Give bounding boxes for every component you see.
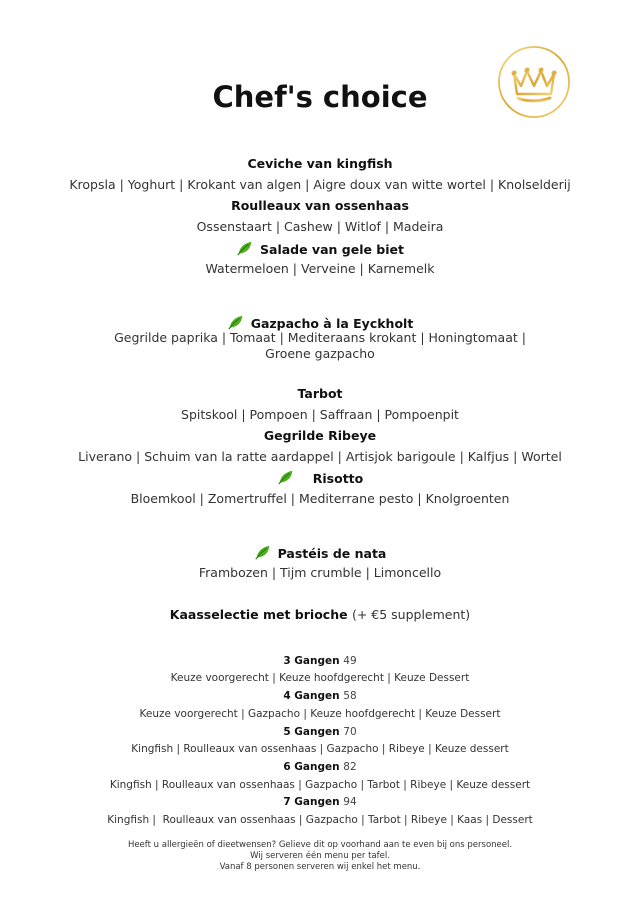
menu-price: 58 xyxy=(343,690,357,702)
menu-description: Kingfish | Roulleaux van ossenhaas | Gazpacho | Tarbot | Ribeye | Kaas | Dessert xyxy=(107,814,533,826)
vegetarian-leaf-icon xyxy=(227,313,245,331)
dish-name: Risotto xyxy=(312,471,364,486)
dish-name: Pastéis de nata xyxy=(277,546,387,561)
menu-option xyxy=(0,690,640,702)
menu-price: 49 xyxy=(343,655,357,667)
vegetarian-leaf-icon xyxy=(254,543,272,561)
menu-price: 82 xyxy=(343,761,357,773)
menu-title: 4 Gangen xyxy=(283,690,340,702)
cheese-name: Kaasselectie met brioche xyxy=(169,607,348,622)
footer-note: Vanaf 8 personen serveren wij enkel het menu. xyxy=(219,862,421,872)
dish-description: Frambozen | Tijm crumble | Limoncello xyxy=(198,565,442,580)
dish-name: Roulleaux van ossenhaas xyxy=(231,198,409,213)
dish-row-vegetarian xyxy=(0,239,640,257)
dish-row-vegetarian xyxy=(0,543,640,561)
vegetarian-leaf-icon xyxy=(236,239,254,257)
dish-description: Spitskool | Pompoen | Saffraan | Pompoenpit xyxy=(181,407,459,422)
page-title: Chef's choice xyxy=(212,80,428,114)
dish-name: Gegrilde Ribeye xyxy=(263,428,377,443)
menu-title: 3 Gangen xyxy=(283,655,340,667)
footer-note: Wij serveren één menu per tafel. xyxy=(250,851,390,861)
menu-price: 94 xyxy=(343,796,357,808)
dish-name: Gazpacho à la Eyckholt xyxy=(250,316,414,331)
menu-title: 6 Gangen xyxy=(283,761,340,773)
dish-description: Watermeloen | Verveine | Karnemelk xyxy=(205,261,435,276)
menu-description: Kingfish | Roulleaux van ossenhaas | Gazpacho | Ribeye | Keuze dessert xyxy=(131,743,509,755)
footer-note: Heeft u allergieën of dieetwensen? Gelieve dit op voorhand aan te even bij ons personeel. xyxy=(127,840,513,850)
menu-title: 5 Gangen xyxy=(283,726,340,738)
cheese-supplement: (+ €5 supplement) xyxy=(351,607,471,622)
menu-description: Kingfish | Roulleaux van ossenhaas | Gazpacho | Tarbot | Ribeye | Keuze dessert xyxy=(109,779,531,791)
menu-title: 7 Gangen xyxy=(283,796,340,808)
menu-description: Keuze voorgerecht | Gazpacho | Keuze hoofdgerecht | Keuze Dessert xyxy=(139,708,501,720)
dish-name: Ceviche van kingfish xyxy=(247,156,393,171)
dish-name: Salade van gele biet xyxy=(260,242,404,257)
dish-description: Gegrilde paprika | Tomaat | Mediteraans krokant | Honingtomaat | xyxy=(114,330,526,345)
dish-description: Groene gazpacho xyxy=(265,346,375,361)
dish-row-vegetarian xyxy=(0,313,640,331)
menu-option xyxy=(0,761,640,773)
cheese-option xyxy=(0,607,640,622)
dish-description: Bloemkool | Zomertruffel | Mediterrane pesto | Knolgroenten xyxy=(130,491,510,506)
vegetarian-leaf-icon xyxy=(277,468,295,486)
dish-description: Ossenstaart | Cashew | Witlof | Madeira xyxy=(196,219,444,234)
dish-name: Tarbot xyxy=(297,386,343,401)
menu-description: Keuze voorgerecht | Keuze hoofdgerecht | Keuze Dessert xyxy=(170,672,470,684)
dish-description: Liverano | Schuim van la ratte aardappel | Artisjok barigoule | Kalfjus | Wortel xyxy=(78,449,562,464)
menu-option xyxy=(0,796,640,808)
menu-price: 70 xyxy=(343,726,357,738)
dish-description: Kropsla | Yoghurt | Krokant van algen | Aigre doux van witte wortel | Knolselderij xyxy=(69,177,571,192)
menu-option xyxy=(0,726,640,738)
dish-row-vegetarian xyxy=(0,468,640,486)
menu-option xyxy=(0,655,640,667)
